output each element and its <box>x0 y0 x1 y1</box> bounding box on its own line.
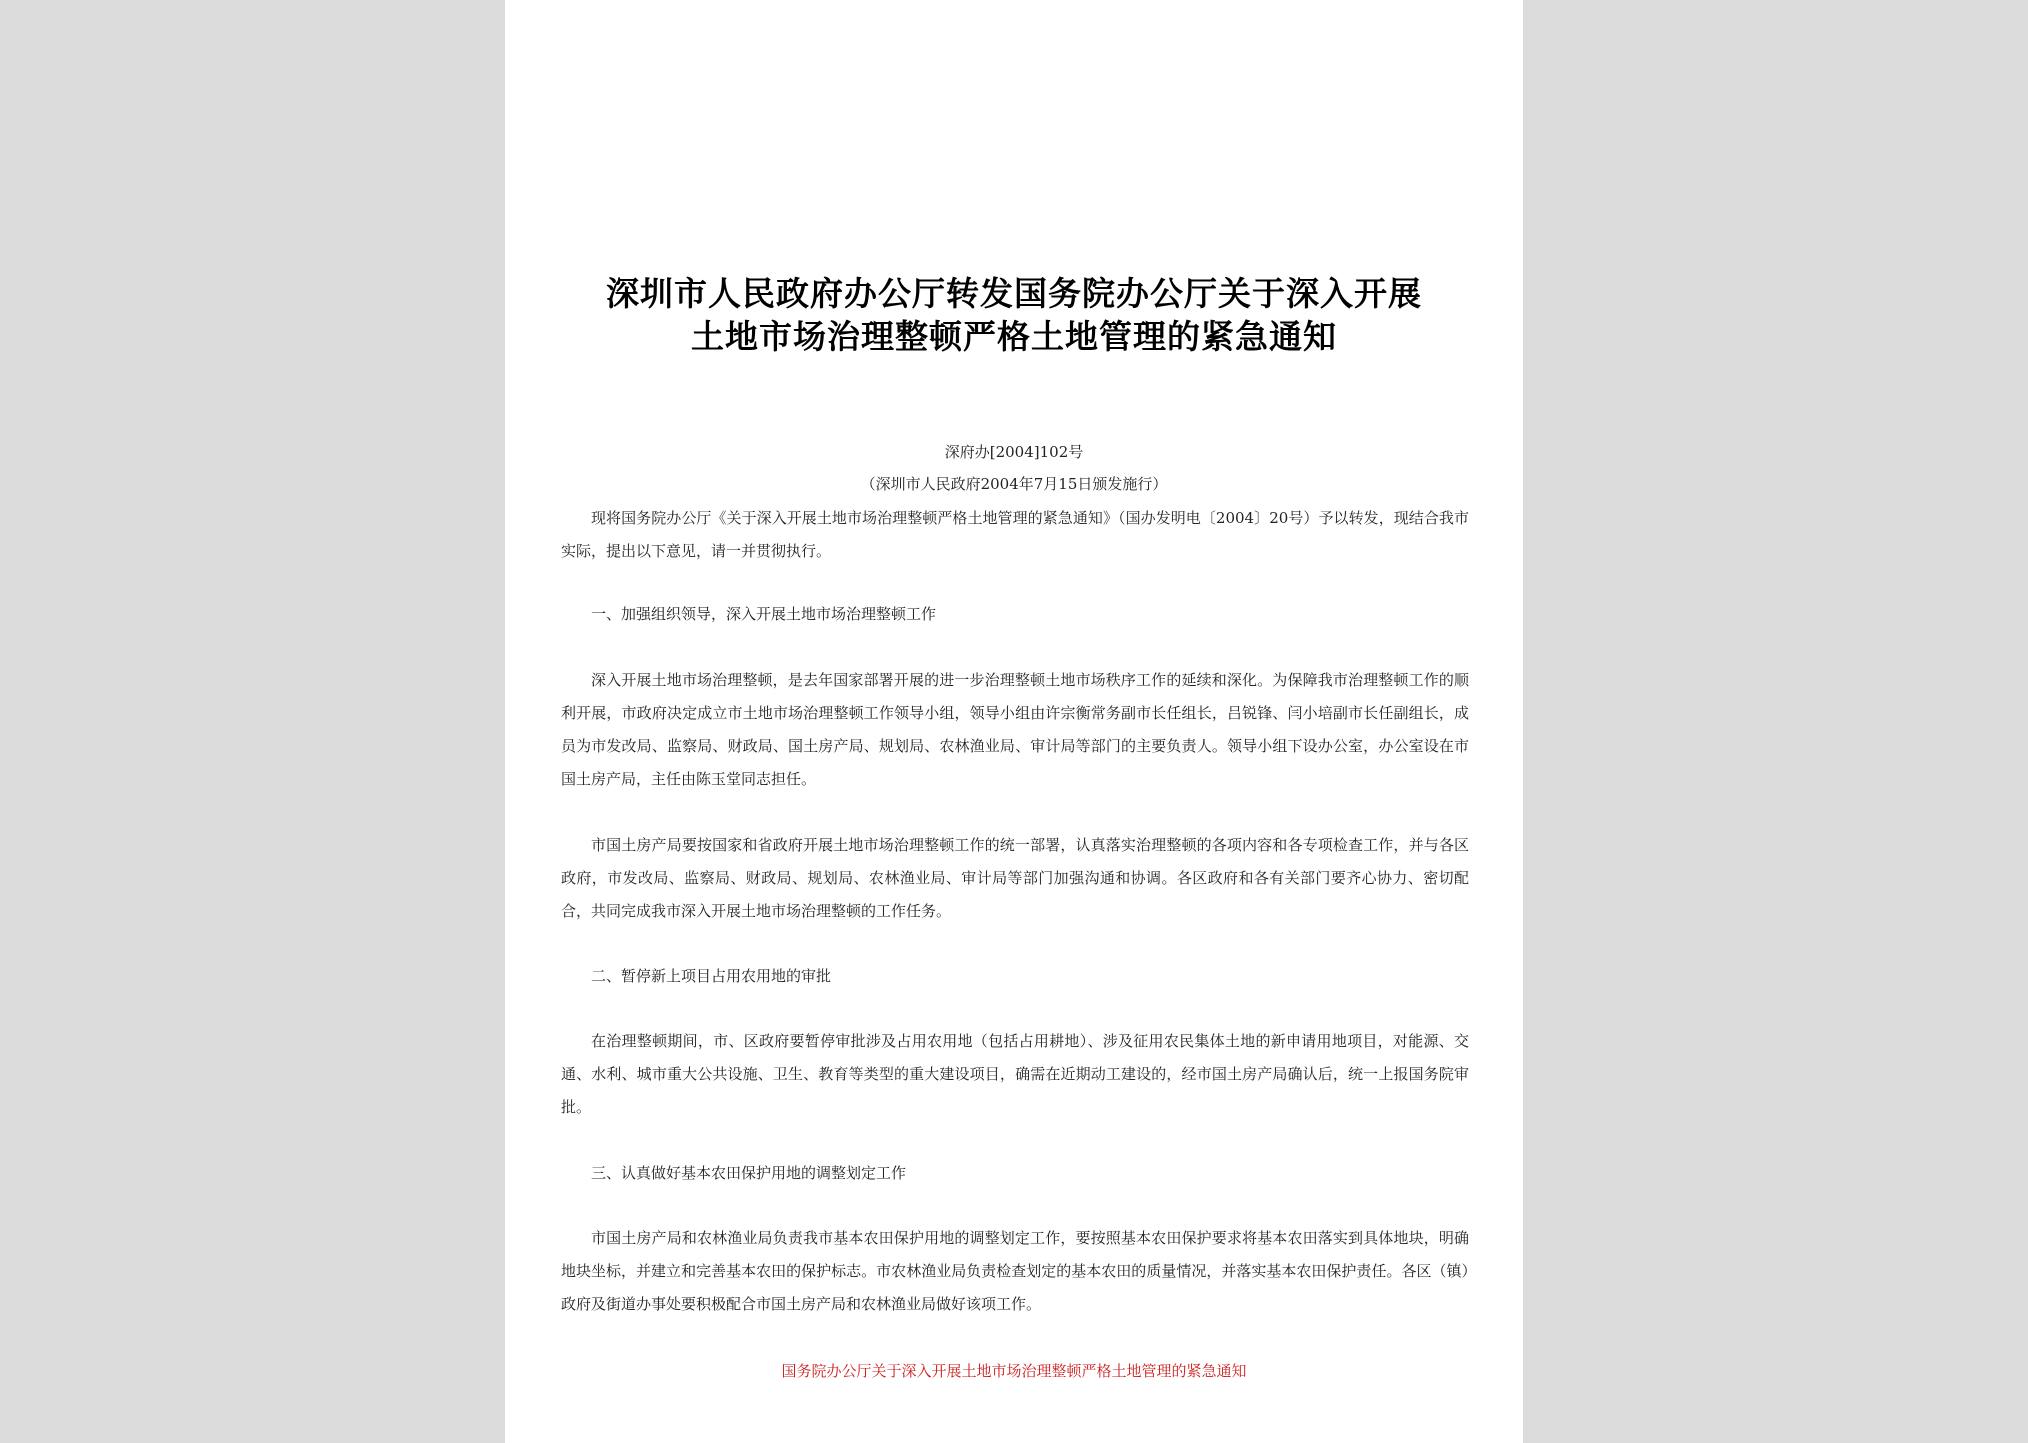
document-number: 深府办[2004]102号 <box>944 443 1084 461</box>
section-2-heading: 二、暂停新上项目占用农用地的审批 <box>591 967 832 985</box>
section-1-heading: 一、加强组织领导，深入开展土地市场治理整顿工作 <box>591 605 937 623</box>
section-3-paragraph-1: 市国土房产局和农林渔业局负责我市基本农田保护用地的调整划定工作，要按照基本农田保护要求将基本农田落实到具体地块，明确地块坐标，并建立和完善基本农田的保护标志。市农林渔业局负责检查划定的基本农田的质量情况，并落实基本农田保护责任。各区（镇）政府及街道办事处要积极配合市国土房产局和农林渔业局做好该项工作。 <box>561 1229 1469 1313</box>
intro-paragraph: 现将国务院办公厅《关于深入开展土地市场治理整顿严格土地管理的紧急通知》（国办发明电〔2004〕20号）予以转发，现结合我市实际，提出以下意见，请一并贯彻执行。 <box>561 509 1469 560</box>
section-2-paragraph-1: 在治理整顿期间，市、区政府要暂停审批涉及占用农用地（包括占用耕地）、涉及征用农民集体土地的新申请用地项目，对能源、交通、水利、城市重大公共设施、卫生、教育等类型的重大建设项目，确需在近期动工建设的，经市国土房产局确认后，统一上报国务院审批。 <box>561 1032 1469 1116</box>
section-1-paragraph-1: 深入开展土地市场治理整顿，是去年国家部署开展的进一步治理整顿土地市场秩序工作的延续和深化。为保障我市治理整顿工作的顺利开展，市政府决定成立市土地市场治理整顿工作领导小组，领导小组由许宗衡常务副市长任组长，吕锐锋、闫小培副市长任副组长，成员为市发改局、监察局、财政局、国土房产局、规划局、农林渔业局、审计局等部门的主要负责人。领导小组下设办公室，办公室设在市国土房产局，主任由陈玉堂同志担任。 <box>561 671 1469 788</box>
section-3-heading: 三、认真做好基本农田保护用地的调整划定工作 <box>591 1164 907 1182</box>
document-page <box>505 0 1523 1443</box>
section-1-paragraph-2: 市国土房产局要按国家和省政府开展土地市场治理整顿工作的统一部署，认真落实治理整顿的各项内容和各专项检查工作，并与各区政府，市发改局、监察局、财政局、规划局、农林渔业局、审计局等部门加强沟通和协调。各区政府和各有关部门要齐心协力、密切配合，共同完成我市深入开展土地市场治理整顿的工作任务。 <box>561 836 1469 920</box>
issue-note: （深圳市人民政府2004年7月15日颁发施行） <box>860 475 1168 493</box>
document-title-line2: 土地市场治理整顿严格土地管理的紧急通知 <box>691 317 1337 356</box>
document-title-line1: 深圳市人民政府办公厅转发国务院办公厅关于深入开展 <box>606 274 1422 313</box>
related-document-link[interactable]: 国务院办公厅关于深入开展土地市场治理整顿严格土地管理的紧急通知 <box>781 1362 1247 1380</box>
